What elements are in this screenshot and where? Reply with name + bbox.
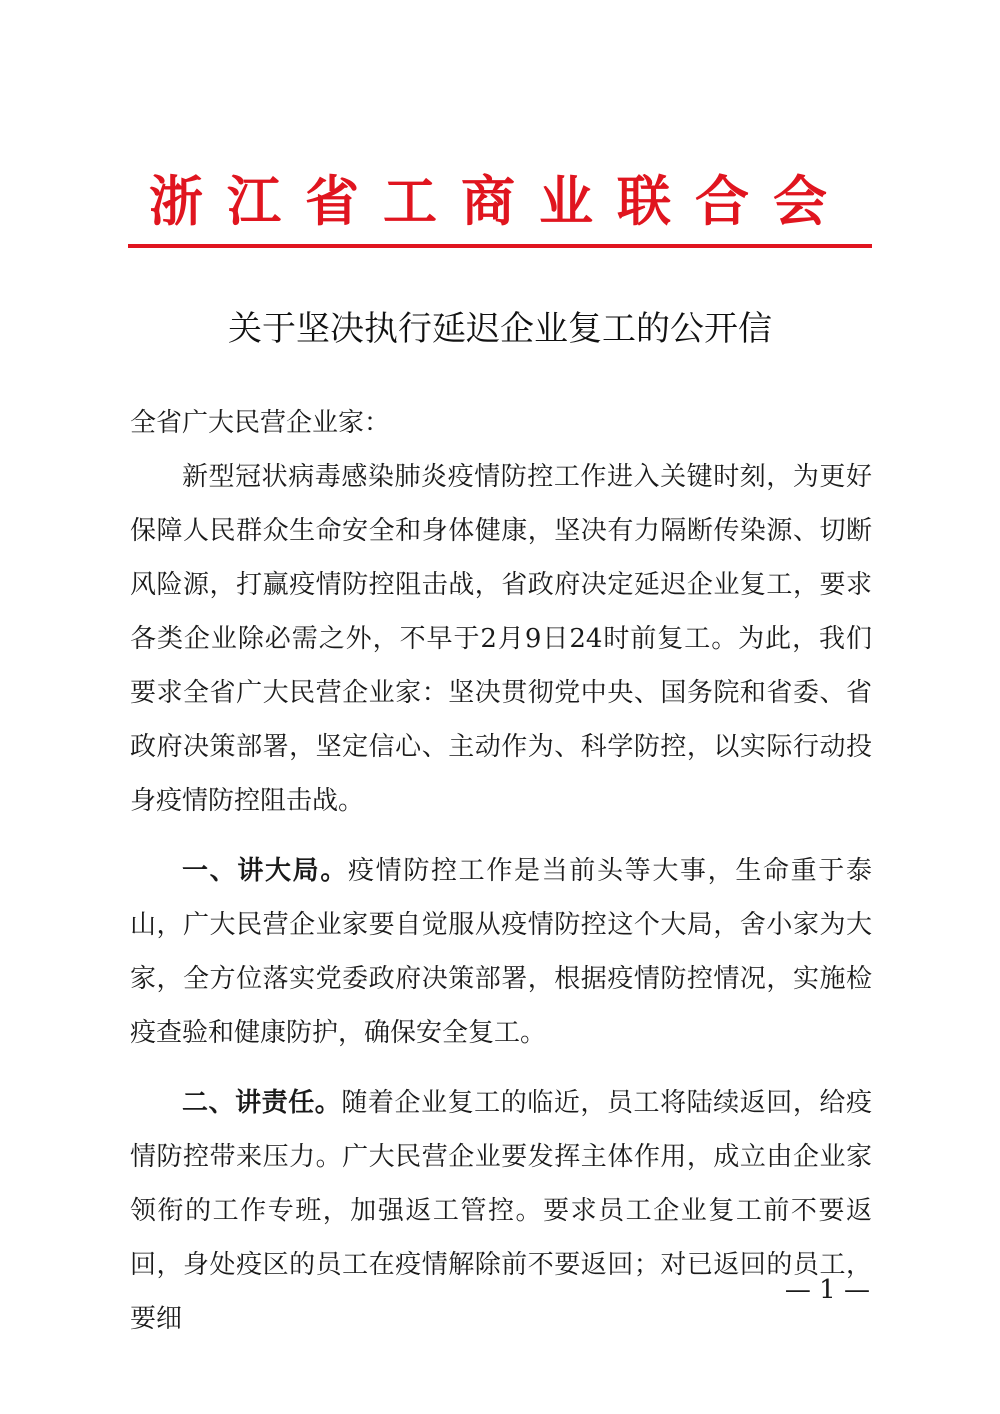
section-heading-1: 一、讲大局。 [182, 856, 348, 886]
section-heading-2: 二、讲责任。 [182, 1088, 342, 1118]
section-text-2: 随着企业复工的临近，员工将陆续返回，给疫情防控带来压力。广大民营企业要发挥主体作用，成立由企业家领衔的工作专班，加强返工管控。要求员工企业复工前不要返回，身处疫区的员工在疫情解除前不要返回；对已返回的员工，要细 [130, 1088, 872, 1334]
salutation: 全省广大民营企业家： [130, 408, 391, 438]
section-text-1: 疫情防控工作是当前头等大事，生命重于泰山，广大民营企业家要自觉服从疫情防控这个大局，舍小家为大家，全方位落实党委政府决策部署，根据疫情防控情况，实施检疫查验和健康防护，确保安全复工。 [130, 856, 872, 1048]
letter-body [130, 396, 872, 1346]
intro-paragraph: 新型冠状病毒感染肺炎疫情防控工作进入关键时刻，为更好保障人民群众生命安全和身体健康，坚决有力隔断传染源、切断风险源，打赢疫情防控阻击战，省政府决定延迟企业复工，要求各类企业除必需之外，不早于2月9日24时前复工。为此，我们要求全省广大民营企业家：坚决贯彻党中央、国务院和省委、省政府决策部署，坚定信心、主动作为、科学防控，以实际行动投身疫情防控阻击战。 [130, 462, 872, 816]
page-number: — 1 — [784, 1275, 870, 1305]
section-paragraph-1 [130, 844, 872, 1060]
red-header-rule [128, 244, 872, 248]
document-title: 关于坚决执行延迟企业复工的公开信 [228, 309, 772, 349]
organization-header: 浙江省工商业联合会 [149, 170, 851, 233]
